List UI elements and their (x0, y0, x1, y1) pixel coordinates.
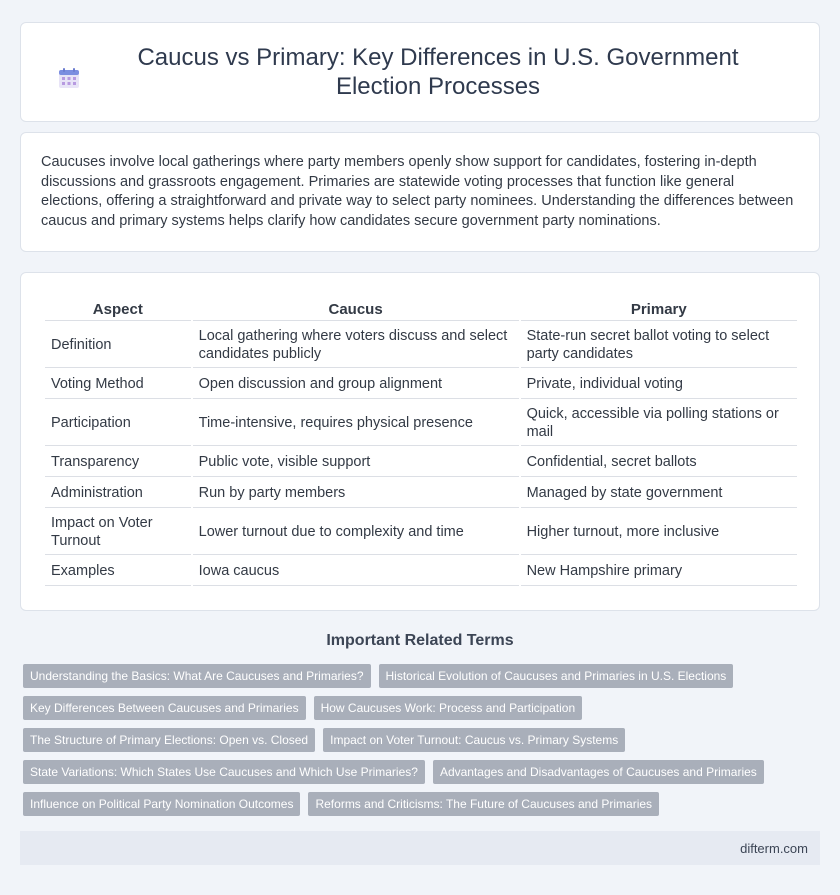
intro-paragraph: Caucuses involve local gatherings where party members openly show support for candidates, fostering in-depth discussions and grassroots engagement. Primaries are statewide voting processes that function like general elections, offering a straightforward and private way to select party nominees. Understanding the differences between caucus and primary systems helps clarify how candidates secure government party nominations. (41, 154, 794, 229)
header-caucus: Caucus (193, 299, 519, 321)
table-cell: Participation (45, 401, 191, 446)
header-aspect: Aspect (45, 299, 191, 321)
related-term-link[interactable]: Key Differences Between Caucuses and Primaries (23, 696, 306, 720)
related-term-link[interactable]: Influence on Political Party Nomination Outcomes (23, 792, 300, 816)
table-row (45, 370, 797, 399)
related-term-link[interactable]: The Structure of Primary Elections: Open vs. Closed (23, 728, 315, 752)
table-cell: Public vote, visible support (193, 448, 519, 477)
table-row (45, 448, 797, 477)
related-term-link[interactable]: How Caucuses Work: Process and Participation (314, 696, 583, 720)
related-term-link[interactable]: State Variations: Which States Use Caucuses and Which Use Primaries? (23, 760, 425, 784)
footer (20, 831, 820, 865)
table-row (45, 323, 797, 368)
intro-card (20, 132, 820, 252)
table-cell: Higher turnout, more inclusive (521, 510, 797, 555)
table-row (45, 557, 797, 586)
table-cell: Iowa caucus (193, 557, 519, 586)
table-cell: Transparency (45, 448, 191, 477)
table-cell: Lower turnout due to complexity and time (193, 510, 519, 555)
related-term-link[interactable]: Advantages and Disadvantages of Caucuses and Primaries (433, 760, 764, 784)
table-cell: Open discussion and group alignment (193, 370, 519, 399)
title-card (20, 22, 820, 122)
related-term-link[interactable]: Reforms and Criticisms: The Future of Caucuses and Primaries (308, 792, 659, 816)
table-row (45, 401, 797, 446)
footer-site-name[interactable]: difterm.com (740, 840, 808, 856)
table-cell: State-run secret ballot voting to select party candidates (521, 323, 797, 368)
related-term-link[interactable]: Historical Evolution of Caucuses and Primaries in U.S. Elections (379, 664, 734, 688)
table-cell: Run by party members (193, 479, 519, 508)
table-row (45, 510, 797, 555)
table-cell: Local gathering where voters discuss and select candidates publicly (193, 323, 519, 368)
comparison-table-card (20, 272, 820, 611)
related-term-link[interactable]: Impact on Voter Turnout: Caucus vs. Primary Systems (323, 728, 625, 752)
related-term-link[interactable]: Understanding the Basics: What Are Caucuses and Primaries? (23, 664, 371, 688)
table-cell: Impact on Voter Turnout (45, 510, 191, 555)
table-cell: Time-intensive, requires physical presence (193, 401, 519, 446)
table-cell: Voting Method (45, 370, 191, 399)
table-cell: Confidential, secret ballots (521, 448, 797, 477)
table-cell: Examples (45, 557, 191, 586)
table-cell: Private, individual voting (521, 370, 797, 399)
comparison-table (43, 297, 799, 588)
table-header-row (45, 299, 797, 321)
table-row (45, 479, 797, 508)
table-cell: Administration (45, 479, 191, 508)
table-cell: Quick, accessible via polling stations or mail (521, 401, 797, 446)
title-wrap (50, 43, 790, 101)
table-cell: Managed by state government (521, 479, 797, 508)
page-title: Caucus vs Primary: Key Differences in U.S. Government Election Processes (137, 44, 739, 100)
header-primary: Primary (521, 299, 797, 321)
related-terms-title: Important Related Terms (326, 632, 514, 649)
related-terms-list (23, 664, 823, 824)
table-cell: New Hampshire primary (521, 557, 797, 586)
table-cell: Definition (45, 323, 191, 368)
calendar-icon (57, 66, 81, 90)
